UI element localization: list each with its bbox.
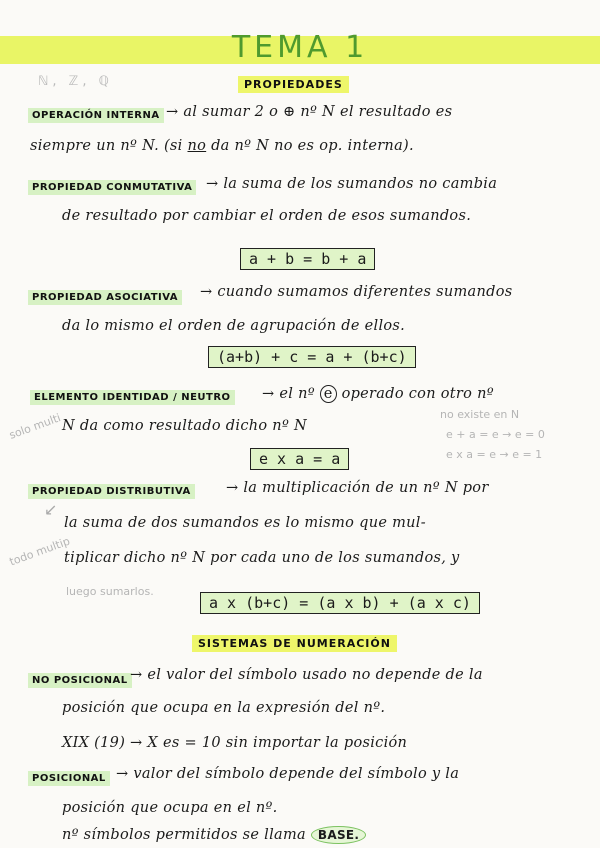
pos-3-text: nº símbolos permitidos se llama: [62, 827, 306, 843]
conm-line-1: → la suma de los sumandos no cambia: [206, 176, 498, 192]
asoc-line-1: → cuando sumamos diferentes sumandos: [200, 284, 513, 300]
label-posicional: POSICIONAL: [28, 771, 110, 786]
pos-line-2: posición que ocupa en el nº.: [62, 800, 278, 816]
neutro-e-circle: e: [320, 385, 337, 403]
label-no-posicional: NO POSICIONAL: [28, 673, 132, 688]
asoc-line-2: da lo mismo el orden de agrupación de ellos.: [62, 318, 406, 334]
neutro-line-1: [262, 385, 494, 403]
formula-asociativa: (a+b) + c = a + (b+c): [208, 346, 416, 368]
base-circle: BASE.: [311, 826, 366, 844]
note-ej-mult: e x a = e → e = 1: [446, 448, 543, 461]
page-title: TEMA 1: [231, 30, 369, 65]
dist-line-1: → la multiplicación de un nº N por: [226, 480, 489, 496]
note-no-existe: no existe en N: [440, 408, 520, 421]
number-sets: ℕ, ℤ, ℚ: [38, 74, 113, 89]
label-neutro: ELEMENTO IDENTIDAD / NEUTRO: [30, 390, 235, 405]
heading-sistemas: SISTEMAS DE NUMERACIÓN: [192, 635, 397, 652]
conm-line-2: de resultado por cambiar el orden de esos sumandos.: [62, 208, 472, 224]
nopos-line-2: posición que ocupa en la expresión del nº.: [62, 700, 386, 716]
note-todo-multip: todo multip: [7, 534, 72, 569]
interna-no: no: [187, 138, 207, 154]
dist-line-2: la suma de dos sumandos es lo mismo que mul-: [64, 515, 426, 531]
pos-line-1: → valor del símbolo depende del símbolo y la: [116, 766, 460, 782]
label-interna: OPERACIÓN INTERNA: [28, 108, 164, 123]
nopos-line-3: XIX (19) → X es = 10 sin importar la posición: [62, 735, 408, 751]
label-asociativa: PROPIEDAD ASOCIATIVA: [28, 290, 182, 305]
label-distributiva: PROPIEDAD DISTRIBUTIVA: [28, 484, 195, 499]
interna-line-1: → al sumar 2 o ⊕ nº N el resultado es: [166, 104, 453, 120]
nopos-line-1: → el valor del símbolo usado no depende de la: [130, 667, 483, 683]
dist-line-3: tiplicar dicho nº N por cada uno de los sumandos, y: [64, 550, 460, 566]
interna-line-2: [30, 138, 414, 154]
neutro-1a: → el nº: [262, 386, 320, 402]
neutro-line-2: N da como resultado dicho nº N: [62, 418, 307, 434]
formula-distributiva: a x (b+c) = (a x b) + (a x c): [200, 592, 480, 614]
note-solo-mult: solo multi: [7, 411, 63, 442]
neutro-1b: operado con otro nº: [336, 386, 494, 402]
interna-2b: da nº N no es op. interna).: [206, 138, 414, 154]
interna-2a: siempre un nº N. (si: [30, 138, 188, 154]
heading-propiedades: PROPIEDADES: [238, 76, 349, 93]
note-luego: luego sumarlos.: [66, 585, 154, 598]
arrow-down-icon: ↙: [44, 500, 58, 519]
label-conmutativa: PROPIEDAD CONMUTATIVA: [28, 180, 196, 195]
formula-conmutativa: a + b = b + a: [240, 248, 375, 270]
pos-line-3: [62, 826, 366, 844]
note-ej-suma: e + a = e → e = 0: [446, 428, 545, 441]
formula-neutro: e x a = a: [250, 448, 349, 470]
